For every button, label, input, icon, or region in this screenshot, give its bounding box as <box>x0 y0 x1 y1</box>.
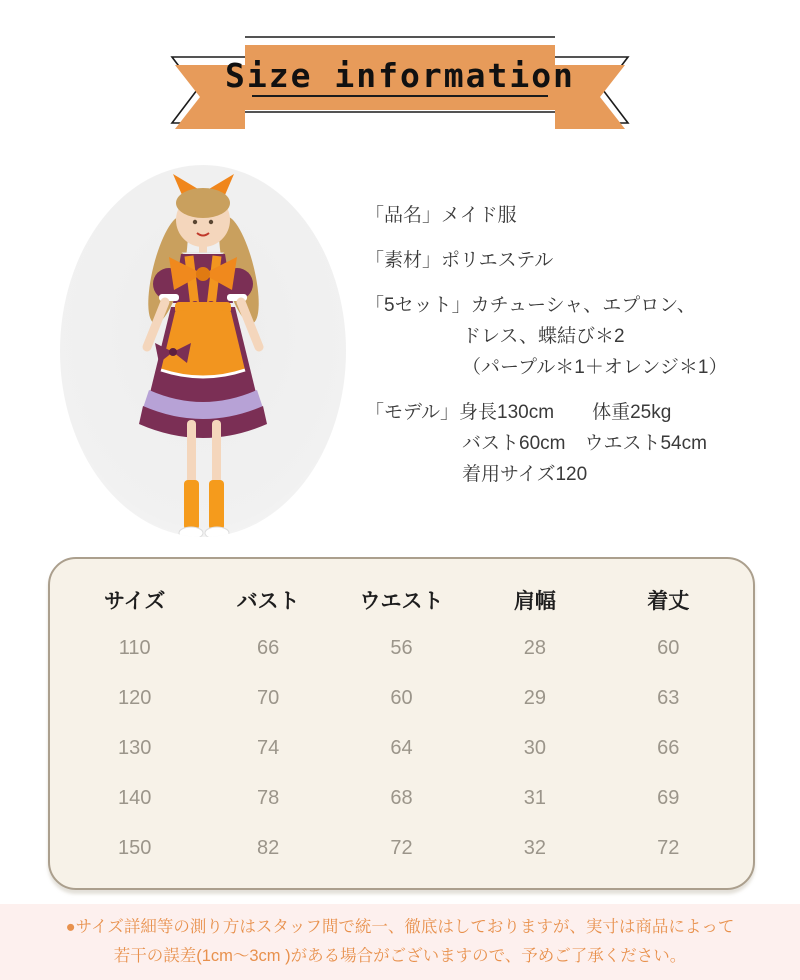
table-cell: 30 <box>523 736 547 759</box>
size-table-header <box>68 585 735 615</box>
header-shoulder: 肩幅 <box>513 590 556 613</box>
ribbon-graphic <box>170 28 630 134</box>
banner-title: Size information <box>225 56 575 95</box>
header-bust: バスト <box>236 590 300 613</box>
table-cell: 66 <box>256 636 280 659</box>
set-contents-line3: （パープル＊1＋オレンジ＊1） <box>462 357 728 378</box>
header-length: 着丈 <box>647 590 690 613</box>
right-eye <box>209 220 213 224</box>
size-table <box>48 557 755 890</box>
material-line: 「素材」ポリエステル <box>365 250 554 271</box>
model-photo <box>57 162 350 540</box>
table-cell: 150 <box>118 836 152 859</box>
table-cell: 70 <box>256 686 280 709</box>
table-cell: 69 <box>657 786 680 809</box>
left-eye <box>193 220 197 224</box>
table-cell: 72 <box>390 836 413 859</box>
chest-bow-knot <box>196 267 210 281</box>
left-leg <box>187 420 196 490</box>
table-cell: 68 <box>390 786 413 809</box>
table-cell: 78 <box>256 786 280 809</box>
header-size: サイズ <box>104 590 166 613</box>
apron <box>161 309 245 377</box>
header-waist: ウエスト <box>359 590 444 613</box>
product-details <box>365 200 795 504</box>
table-cell: 60 <box>657 636 680 659</box>
table-row <box>68 723 735 773</box>
table-row <box>68 773 735 823</box>
table-cell: 28 <box>523 636 547 659</box>
table-cell: 130 <box>118 736 152 759</box>
set-contents-line1: 「5セット」カチューシャ、エプロン、 <box>365 295 696 316</box>
table-row <box>68 673 735 723</box>
set-contents-line2: ドレス、蝶結び＊2 <box>462 326 625 347</box>
table-row <box>68 823 735 873</box>
table-cell: 66 <box>657 736 680 759</box>
size-information-banner <box>170 28 630 134</box>
table-cell: 120 <box>118 686 152 709</box>
table-cell: 29 <box>523 686 547 709</box>
table-cell: 140 <box>118 786 152 809</box>
table-cell: 82 <box>256 836 280 859</box>
set-contents-lines <box>365 290 795 383</box>
size-table-body <box>68 623 735 873</box>
product-name-line: 「品名」メイド服 <box>365 205 517 226</box>
table-cell: 72 <box>657 836 680 859</box>
table-cell: 63 <box>657 686 680 709</box>
left-sock <box>184 480 199 530</box>
table-cell: 110 <box>118 636 151 659</box>
footer-note-line1: ●サイズ詳細等の測り方はスタッフ間で統一、徹底はしておりますが、実寸は商品によって <box>65 918 735 936</box>
left-suspender <box>189 256 195 307</box>
table-cell: 56 <box>390 636 413 659</box>
right-sock <box>209 480 224 530</box>
apron-bow-knot <box>169 348 177 356</box>
model-spec-lines <box>365 397 795 490</box>
table-cell: 60 <box>390 686 413 709</box>
table-cell: 74 <box>256 736 280 759</box>
right-suspender <box>211 256 217 307</box>
table-cell: 32 <box>523 836 547 859</box>
model-spec-line3: 着用サイズ120 <box>462 464 588 485</box>
model-illustration <box>57 162 350 540</box>
footer-note-line2: 若干の誤差(1cm〜3cm )がある場合がございますので、予めご了承ください。 <box>113 946 687 965</box>
footer-note <box>0 904 800 980</box>
right-leg <box>212 420 221 490</box>
model-spec-line2: バスト60cm ウエスト54cm <box>462 433 707 454</box>
hair-fringe <box>176 188 230 218</box>
right-shoe <box>205 527 229 539</box>
table-row <box>68 623 735 673</box>
table-cell: 64 <box>390 736 413 759</box>
left-shoe <box>179 527 203 539</box>
model-spec-line1: 「モデル」身長130cm 体重25kg <box>365 402 672 423</box>
table-cell: 31 <box>523 786 547 809</box>
